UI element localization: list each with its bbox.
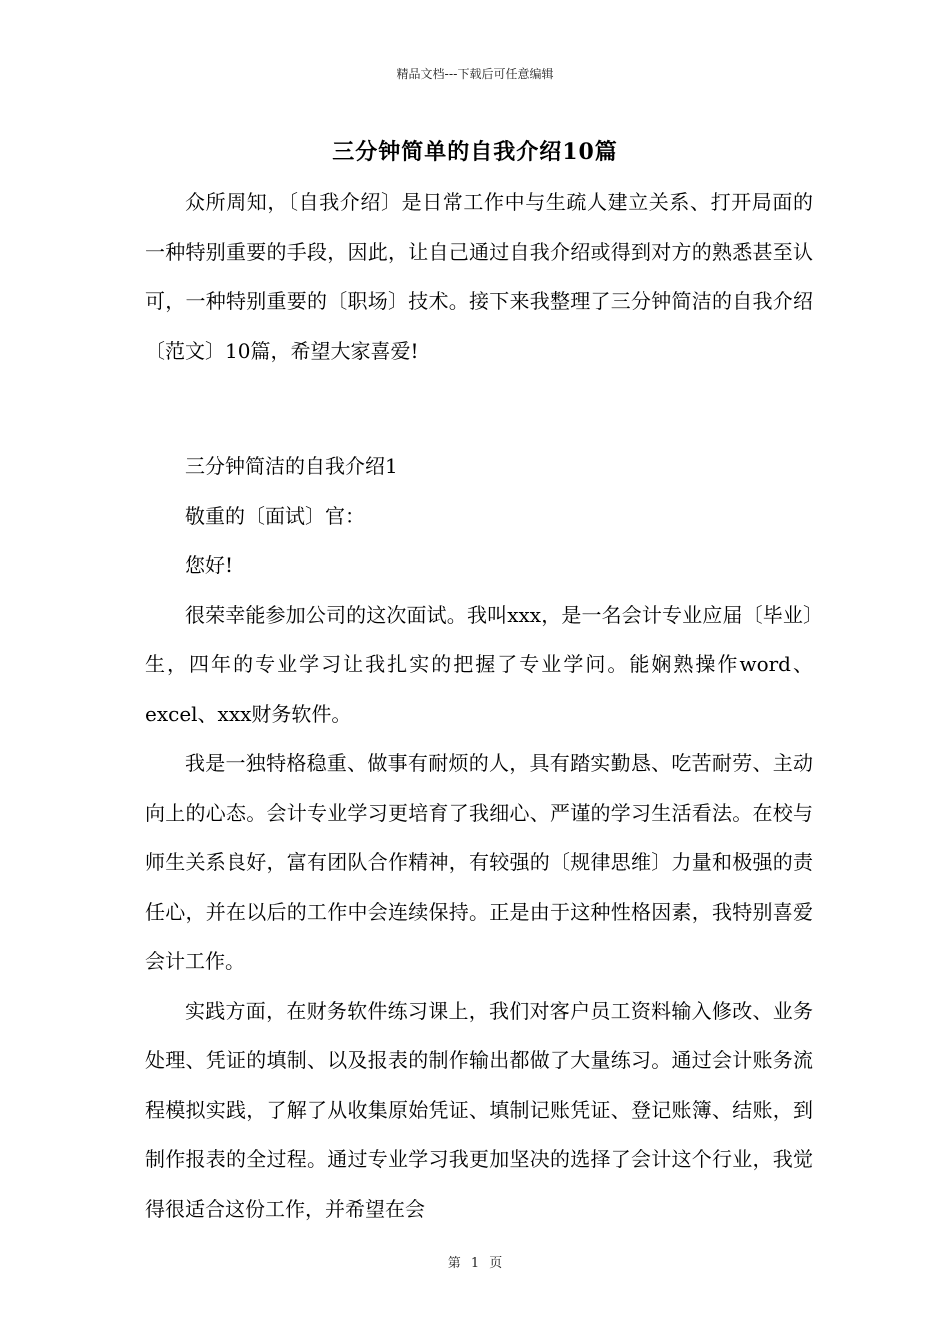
document-body bbox=[145, 178, 813, 1234]
intro-paragraph: 众所周知，〔自我介绍〕是日常工作中与生疏人建立关系、打开局面的一种特别重要的手段，因此，让自己通过自我介绍或得到对方的熟悉甚至认可，一种特别重要的〔职场〕技术。接下来我整理了三分钟简洁的自我介绍〔范文〕10篇，希望大家喜爱! bbox=[145, 190, 813, 363]
page-footer bbox=[0, 1255, 950, 1273]
page-header: 精品文档---下载后可任意编辑 bbox=[396, 67, 554, 81]
salutation: 敬重的〔面试〕官： bbox=[185, 503, 365, 528]
section-title: 三分钟简洁的自我介绍1 bbox=[185, 454, 398, 478]
page-number: 1 bbox=[470, 1256, 480, 1271]
body-paragraph: 实践方面，在财务软件练习课上，我们对客户员工资料输入修改、业务处理、凭证的填制、以及报表的制作输出都做了大量练习。通过会计账务流程模拟实践，了解了从收集原始凭证、填制记账凭证、登记账簿、结账，到制作报表的全过程。通过专业学习我更加坚决的选择了会计这个行业，我觉得很适合这份工作，并希望在会 bbox=[145, 998, 813, 1221]
body-paragraph: 很荣幸能参加公司的这次面试。我叫xxx，是一名会计专业应届〔毕业〕生，四年的专业学习让我扎实的把握了专业学问。能娴熟操作word、excel、xxx财务软件。 bbox=[145, 602, 813, 726]
page-number-prefix: 第 bbox=[447, 1256, 461, 1271]
body-paragraph: 我是一独特格稳重、做事有耐烦的人，具有踏实勤恳、吃苦耐劳、主动向上的心态。会计专业学习更培育了我细心、严谨的学习生活看法。在校与师生关系良好，富有团队合作精神，有较强的〔规律思维〕力量和极强的责任心，并在以后的工作中会连续保持。正是由于这种性格因素，我特别喜爱会计工作。 bbox=[145, 751, 813, 973]
document-title: 三分钟简单的自我介绍10篇 bbox=[332, 139, 618, 165]
page-number-suffix: 页 bbox=[489, 1256, 503, 1271]
greeting: 您好! bbox=[185, 553, 234, 577]
section-spacer bbox=[145, 376, 813, 442]
